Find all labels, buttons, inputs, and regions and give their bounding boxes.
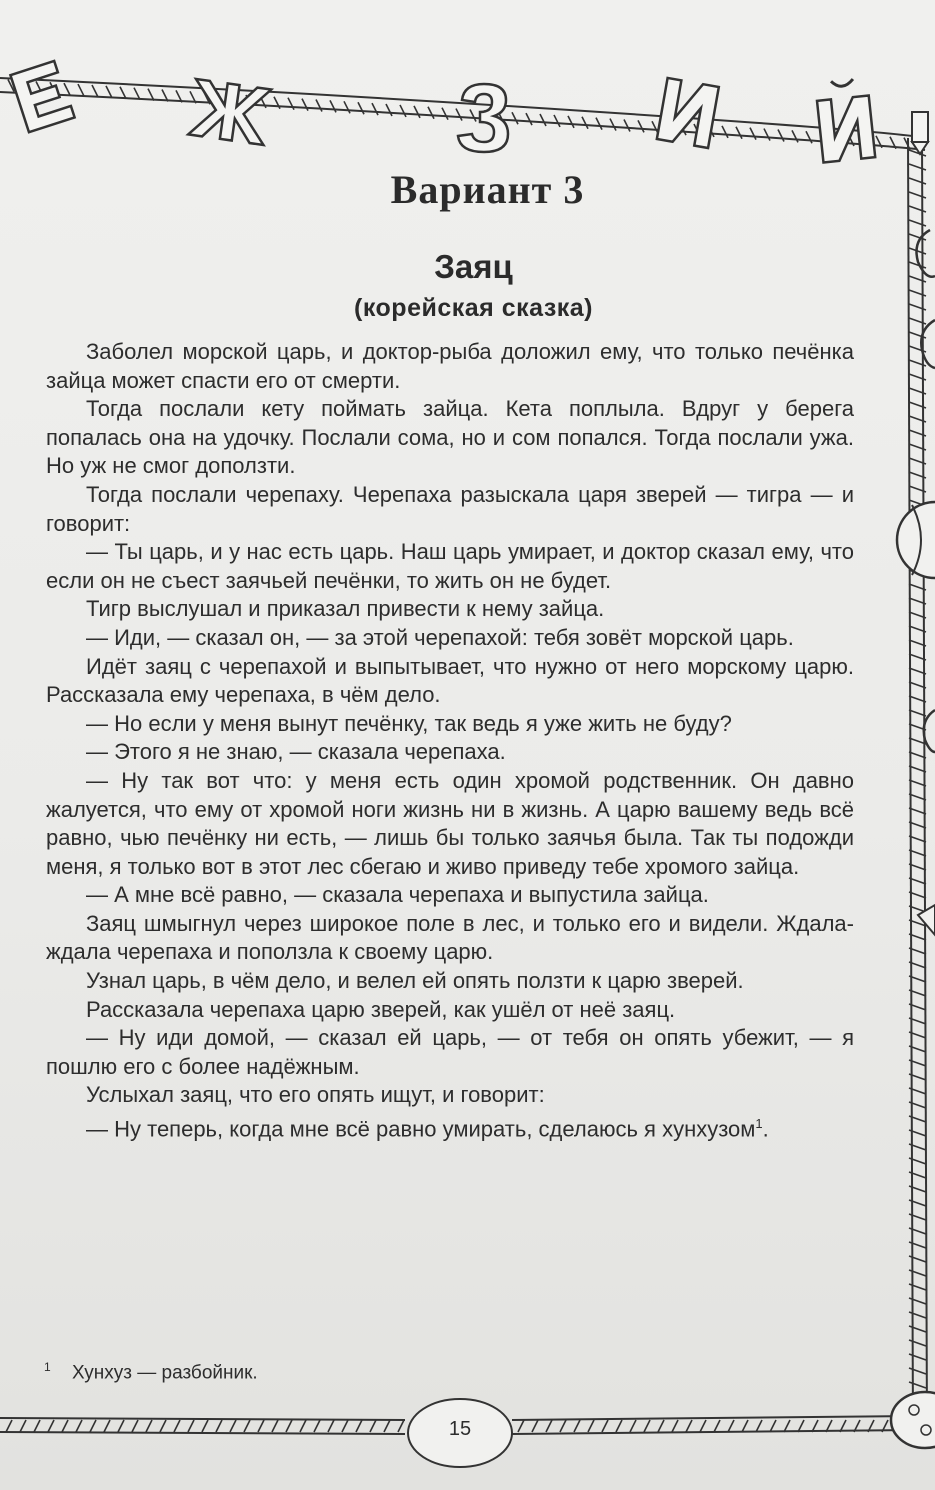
rail-tick [258, 1420, 264, 1432]
rail-tick [442, 108, 448, 120]
letter-block-e [10, 60, 74, 132]
rail-tick [672, 1420, 678, 1432]
rail-tick [76, 1420, 82, 1432]
pencil-icon [912, 112, 928, 154]
rail-tick [568, 116, 574, 128]
paragraph: Тогда послали кету поймать зайца. Кета поплыла. Вдруг у берега попалась она на удочку. Послали сома, но и сом попался. Тогда послали ужа. Но уж не смог доползти. [46, 396, 854, 479]
rail-tick [554, 115, 560, 127]
page-number: 15 [448, 1418, 472, 1440]
rail-tick [526, 113, 532, 125]
rail-tick [518, 1420, 524, 1432]
story-subtitle: (корейская сказка) [354, 294, 593, 322]
rail-tick [764, 129, 770, 141]
rail-tick [104, 1420, 110, 1432]
last-paragraph: — Ну теперь, когда мне всё равно умирать, сделаюсь я хунхузом$^1$. [86, 1116, 769, 1142]
rail-tick [644, 1420, 650, 1432]
rail-tick [909, 1382, 926, 1388]
rail-tick [722, 126, 728, 138]
rail-tick [750, 128, 756, 140]
rail-tick [784, 1420, 790, 1432]
rail-tick [560, 1420, 566, 1432]
paragraph: Узнал царь, в чём дело, и велел ей опять ползти к царю зверей. [86, 968, 744, 994]
paragraph: — Ты царь, и у нас есть царь. Наш царь умирает, и доктор сказал ему, что если он не съест заячьей печёнки, то жить он не будет. [46, 539, 854, 593]
rail-tick [272, 1420, 278, 1432]
rail-tick [302, 99, 308, 111]
rail-tick [512, 112, 518, 124]
rail-tick [342, 1420, 348, 1432]
rail-tick [174, 1420, 180, 1432]
rail-tick [48, 1420, 54, 1432]
rail-tick [909, 220, 926, 226]
paragraph: Идёт заяц с черепахой и выпытывает, что нужно от него морскому царю. Рассказала ему черепаха, в чём дело. [46, 653, 854, 708]
round-ornament-icon [897, 502, 935, 578]
rail-tick [630, 1420, 636, 1432]
rail-tick [78, 84, 84, 96]
rail-tick [756, 1420, 762, 1432]
rail-tick [428, 107, 434, 119]
rail-tick [146, 1420, 152, 1432]
rail-tick [202, 1420, 208, 1432]
rail-tick [400, 105, 406, 117]
rail-tick [344, 101, 350, 113]
rail-tick [316, 99, 322, 111]
paragraph: — Но если у меня вынут печёнку, так ведь я уже жить не буду? [86, 710, 732, 736]
rail-tick [386, 104, 392, 116]
rail-tick [574, 1420, 580, 1432]
rail-tick [728, 1420, 734, 1432]
rail-tick [909, 1368, 926, 1374]
rail-tick [909, 1340, 926, 1346]
rail-tick [742, 1420, 748, 1432]
paragraph: Заболел морской царь, и доктор-рыба доложил ему, что только печёнка зайца может спасти его от смерти. [46, 339, 854, 393]
rail-tick [244, 1420, 250, 1432]
rail-tick [770, 1420, 776, 1432]
rail-tick [62, 1420, 68, 1432]
rail-tick [686, 1420, 692, 1432]
rail-tick [714, 1420, 720, 1432]
rail-tick [909, 1312, 926, 1318]
rail-tick [540, 114, 546, 126]
letter-block-i [657, 78, 719, 148]
rail-tick [300, 1420, 306, 1432]
footnote [44, 1360, 258, 1384]
paragraph: Услыхал заяц, что его опять ищут, и говорит: [86, 1082, 545, 1108]
paragraph: Тигр выслушал и приказал привести к нему зайца. [86, 596, 605, 622]
paragraph: — А мне всё равно, — сказала черепаха и выпустила зайца. [86, 882, 709, 908]
rail-tick [356, 1420, 362, 1432]
rail-tick [532, 1420, 538, 1432]
rail-tick [188, 1420, 194, 1432]
rail-tick [20, 1420, 26, 1432]
rail-tick [596, 118, 602, 130]
rail-tick [610, 119, 616, 131]
rail-tick [546, 1420, 552, 1432]
rail-tick [588, 1420, 594, 1432]
footnote-reference[interactable]: 1 [755, 1116, 763, 1132]
rail-tick [160, 1420, 166, 1432]
rail-tick [92, 85, 98, 97]
rail-tick [470, 109, 476, 121]
rail-tick [106, 86, 112, 98]
rail-tick [778, 129, 784, 141]
rail-tick [658, 1420, 664, 1432]
rail-tick [328, 1420, 334, 1432]
footnote-mark: 1 [44, 1360, 51, 1374]
rail-tick [330, 100, 336, 112]
rail-tick [398, 1420, 404, 1432]
paragraph: — Этого я не знаю, — сказала черепаха. [86, 739, 506, 765]
rail-tick [314, 1420, 320, 1432]
rail-tick [34, 1420, 40, 1432]
paragraph: — Иди, — сказал он, — за этой черепахой: тебя зовёт морской царь. [86, 624, 794, 650]
paragraph: Заяц шмыгнул через широкое поле в лес, и только его и видели. Ждала-ждала черепаха и поползла к своему царю. [46, 910, 854, 965]
rail-tick [118, 1420, 124, 1432]
rail-tick [736, 127, 742, 139]
rail-tick [414, 106, 420, 118]
rail-tick [6, 1420, 12, 1432]
palette-icon [891, 1392, 935, 1448]
rail-tick [624, 119, 630, 131]
story-title: Заяц [434, 248, 513, 285]
paragraph: Тогда послали черепаху. Черепаха разыскала царя зверей — тигра — и говорит: [46, 481, 854, 536]
rail-tick [132, 1420, 138, 1432]
rail-tick [602, 1420, 608, 1432]
rail-tick [230, 1420, 236, 1432]
rail-tick [616, 1420, 622, 1432]
rail-tick [216, 1420, 222, 1432]
rail-tick [638, 120, 644, 132]
rail-tick [384, 1420, 390, 1432]
rail-tick [792, 130, 798, 142]
footnote-text: Хунхуз — разбойник. [72, 1362, 258, 1384]
rail-tick [372, 103, 378, 115]
paragraph: — Ну иди домой, — сказал ей царь, — от тебя он опять убежит, — я пошлю его с более надёжным. [46, 1025, 854, 1079]
rail-tick [909, 780, 926, 786]
rail-tick [90, 1420, 96, 1432]
last-paragraph-text: — Ну теперь, когда мне всё равно умирать, сделаюсь я хунхузом [86, 1116, 756, 1142]
rail-tick [358, 102, 364, 114]
rail-tick [909, 1326, 926, 1332]
rail-tick [370, 1420, 376, 1432]
rail-tick [806, 131, 812, 143]
variant-title: Вариант 3 [390, 167, 585, 212]
rail-tick [582, 117, 588, 129]
rail-tick [64, 83, 70, 95]
story-text [46, 338, 854, 1144]
rail-tick [700, 1420, 706, 1432]
paragraph: Рассказала черепаха царю зверей, как ушёл от неё заяц. [86, 996, 676, 1022]
rail-tick [456, 109, 462, 121]
rail-tick [286, 1420, 292, 1432]
paragraph: — Ну так вот что: у меня есть один хромой родственник. Он давно жалуется, что ему от хромой ноги жизнь ни в жизнь. А царю вашему ведь всё равно, чью печёнку ни есть, — лишь бы только заячья была. Так ты подожди меня, я только вот в этот лес сбегаю и живо приведу тебе хромого зайца. [46, 767, 854, 879]
rail-tick [909, 1354, 926, 1360]
letter-block-y [815, 78, 875, 163]
